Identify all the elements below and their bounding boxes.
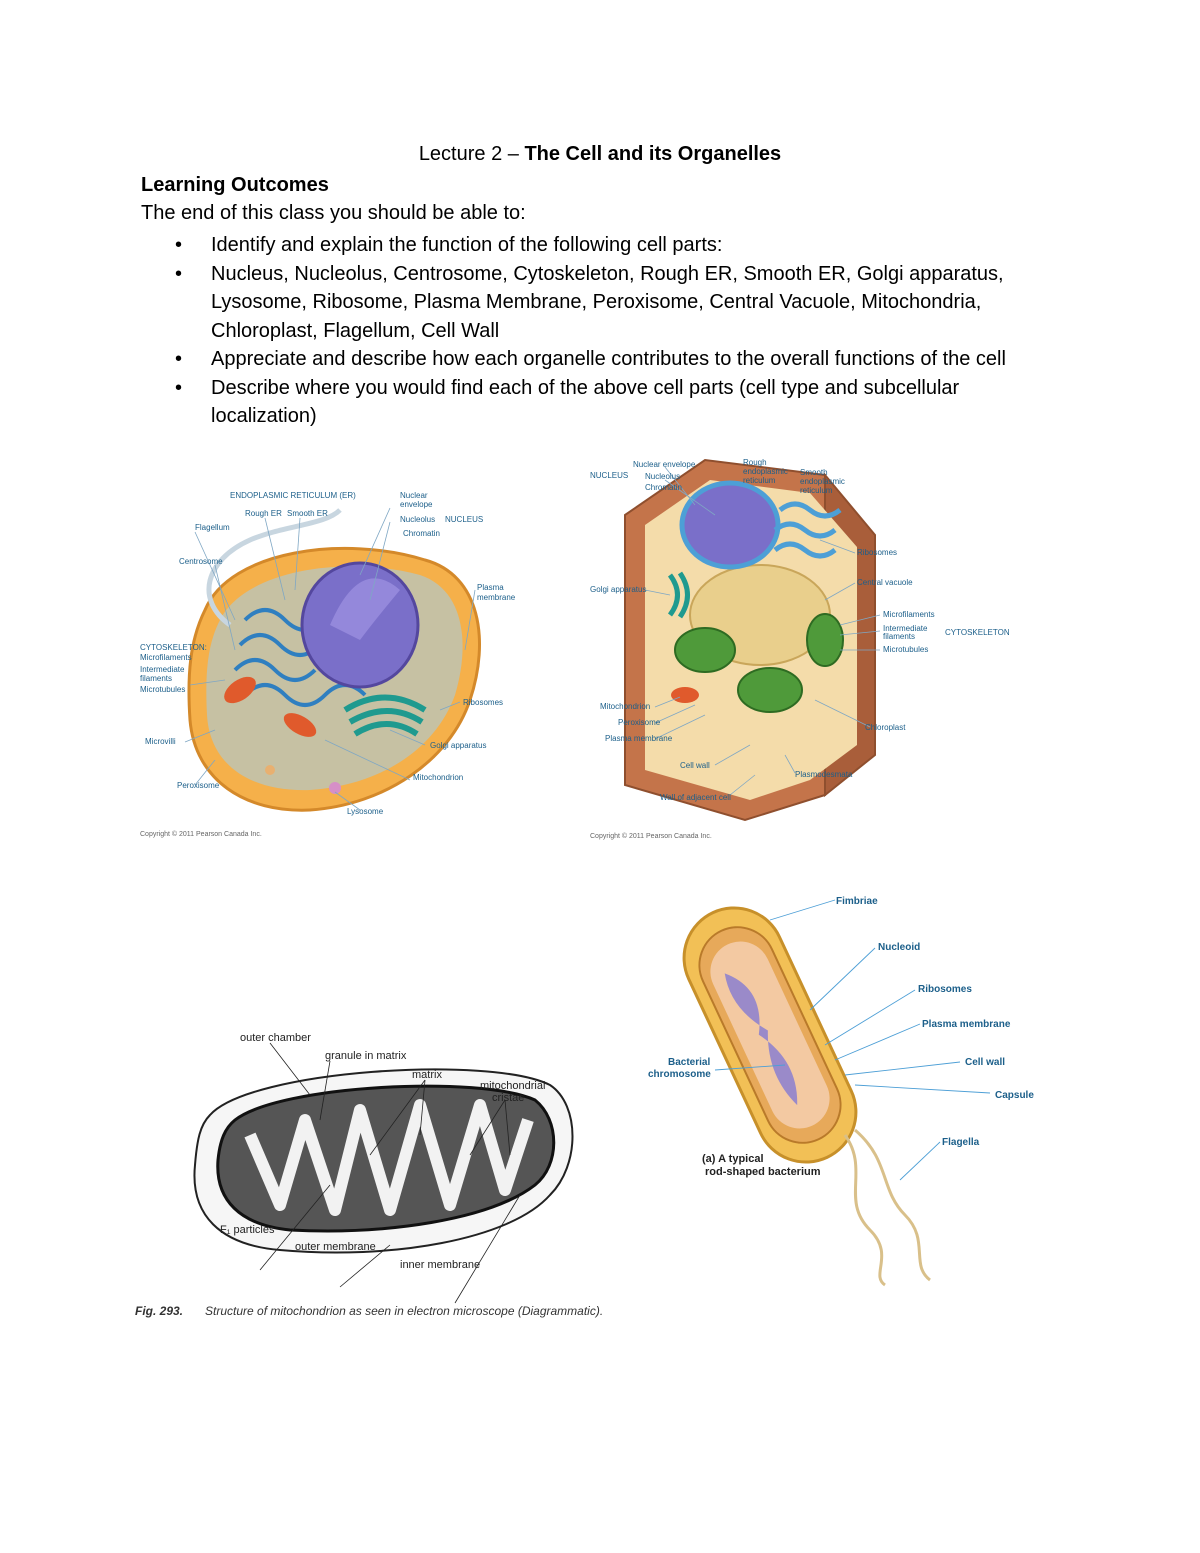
label-plasma-membrane-2: membrane <box>477 593 516 602</box>
label-fimbriae: Fimbriae <box>836 896 878 907</box>
list-item-text: Appreciate and describe how each organelle contributes to the overall functions of the cell <box>211 348 1006 370</box>
outcomes-heading: Learning Outcomes <box>141 174 329 196</box>
label-outer-chamber: outer chamber <box>240 1032 311 1044</box>
label-ribosomes: Ribosomes <box>857 548 898 557</box>
label-nucleus: NUCLEUS <box>445 515 484 524</box>
bullet-icon: • <box>175 234 183 256</box>
label-nuclear-envelope-2: envelope <box>400 500 433 509</box>
label-smooth-er: Smooth <box>800 468 828 477</box>
label-chromatin: Chromatin <box>645 483 682 492</box>
label-flagella: Flagella <box>942 1137 980 1148</box>
bacterium-flagellum <box>845 1135 885 1285</box>
plant-chloroplast <box>675 628 735 672</box>
animal-cell-diagram <box>135 480 545 855</box>
list-item-text: Nucleus, Nucleolus, Centrosome, Cytoskeleton, Rough ER, Smooth ER, Golgi apparatus, Lysosome, Ribosome, Plasma Membrane, Peroxisome, Central Vacuole, Mitochondria, Chloroplast, Flagellum, Cell Wall <box>211 262 1004 342</box>
label-intermediate: Intermediate <box>140 665 185 674</box>
plant-chloroplast <box>807 614 843 666</box>
mito-caption-text: Structure of mitochondrion as seen in electron microscope (Diagrammatic). <box>205 1304 604 1318</box>
plant-mitochondrion <box>671 687 699 703</box>
label-nuclear-envelope: Nuclear envelope <box>633 460 696 469</box>
animal-peroxisome <box>265 765 275 775</box>
label-bacterial-chromosome-2: chromosome <box>648 1069 711 1080</box>
plant-copyright: Copyright © 2011 Pearson Canada Inc. <box>590 833 712 840</box>
list-item <box>141 231 1051 260</box>
label-microfilaments: Microfilaments <box>140 653 192 662</box>
label-nucleus: NUCLEUS <box>590 471 629 480</box>
mito-caption-fig: Fig. 293. <box>135 1304 184 1318</box>
outcomes-list <box>141 231 1051 431</box>
intro-text: The end of this class you should be able to: <box>141 202 526 224</box>
mitochondrion-diagram <box>130 1025 660 1325</box>
label-smooth-er-3: reticulum <box>800 486 833 495</box>
label-central-vacuole: Central vacuole <box>857 578 913 587</box>
label-cell-wall: Cell wall <box>965 1057 1006 1068</box>
list-item <box>141 345 1051 374</box>
list-item <box>141 260 1051 346</box>
label-peroxisome: Peroxisome <box>618 718 661 727</box>
label-bacterial-chromosome: Bacterial <box>668 1057 711 1068</box>
label-rough-er: Rough ER <box>245 509 282 518</box>
list-item-text: Describe where you would find each of the above cell parts (cell type and subcellular localization) <box>211 376 960 427</box>
label-centrosome: Centrosome <box>179 557 223 566</box>
label-microfilaments: Microfilaments <box>883 610 935 619</box>
label-plasma-membrane: Plasma membrane <box>605 734 673 743</box>
animal-copyright: Copyright © 2011 Pearson Canada Inc. <box>140 831 262 838</box>
label-chloroplast: Chloroplast <box>865 723 906 732</box>
plant-nucleus <box>682 483 778 567</box>
label-cytoskeleton: CYTOSKELETON <box>945 628 1010 637</box>
bacterium-diagram <box>640 880 1060 1290</box>
label-ribosomes: Ribosomes <box>918 984 972 995</box>
label-inner-membrane: inner membrane <box>400 1259 481 1271</box>
bacterium-caption-2: rod-shaped bacterium <box>705 1166 821 1178</box>
label-outer-membrane: outer membrane <box>295 1241 376 1253</box>
bullet-icon: • <box>175 376 183 399</box>
label-nuclear-envelope: Nuclear <box>400 491 428 500</box>
label-cristae: mitochondrial <box>480 1080 546 1092</box>
label-er: ENDOPLASMIC RETICULUM (ER) <box>230 491 356 500</box>
label-cytoskeleton: CYTOSKELETON: <box>140 643 207 652</box>
plant-chloroplast <box>738 668 802 712</box>
plant-cell-diagram <box>585 455 1035 845</box>
label-microtubules: Microtubules <box>883 645 929 654</box>
label-granule: granule in matrix <box>325 1050 407 1062</box>
bacterium-flagellum <box>855 1130 930 1280</box>
label-mitochondrion: Mitochondrion <box>413 773 464 782</box>
label-microtubules: Microtubules <box>140 685 186 694</box>
label-golgi: Golgi apparatus <box>590 585 647 594</box>
label-intermediate-2: filaments <box>140 674 173 683</box>
label-ribosomes: Ribosomes <box>463 698 504 707</box>
list-item <box>141 374 1051 431</box>
label-nucleoid: Nucleoid <box>878 942 921 953</box>
label-f1-particles: F₁ particles <box>220 1224 275 1236</box>
label-rough-er: Rough <box>743 458 767 467</box>
label-nucleolus: Nucleolus <box>400 515 436 524</box>
label-matrix: matrix <box>412 1069 442 1081</box>
list-item-text: Identify and explain the function of the following cell parts: <box>211 234 723 256</box>
label-plasma-membrane: Plasma membrane <box>922 1019 1011 1030</box>
label-chromatin: Chromatin <box>403 529 440 538</box>
label-microvilli: Microvilli <box>145 737 176 746</box>
label-rough-er-3: reticulum <box>743 476 776 485</box>
bacterium-caption: (a) A typical <box>702 1153 764 1165</box>
label-intermediate: Intermediate <box>883 624 928 633</box>
label-peroxisome: Peroxisome <box>177 781 220 790</box>
bullet-icon: • <box>175 262 183 285</box>
label-lysosome: Lysosome <box>347 807 384 816</box>
title-main: The Cell and its Organelles <box>524 143 782 165</box>
label-wall-adjacent: Wall of adjacent cell <box>660 793 731 802</box>
label-cell-wall: Cell wall <box>680 761 710 770</box>
label-plasmodesmata: Plasmodesmata <box>795 770 853 779</box>
label-smooth-er-2: endoplasmic <box>800 477 845 486</box>
label-rough-er-2: endoplasmic <box>743 467 788 476</box>
label-smooth-er: Smooth ER <box>287 509 328 518</box>
label-plasma-membrane: Plasma <box>477 583 504 592</box>
label-flagellum: Flagellum <box>195 523 230 532</box>
title-prefix: Lecture 2 – <box>418 143 525 165</box>
label-intermediate-2: filaments <box>883 632 916 641</box>
label-nucleolus: Nucleolus <box>645 472 681 481</box>
bullet-icon: • <box>175 348 183 370</box>
label-mitochondrion: Mitochondrion <box>600 702 651 711</box>
label-capsule: Capsule <box>995 1090 1034 1101</box>
page-title <box>0 143 1200 166</box>
label-golgi: Golgi apparatus <box>430 741 487 750</box>
label-cristae-2: cristae <box>492 1092 525 1104</box>
